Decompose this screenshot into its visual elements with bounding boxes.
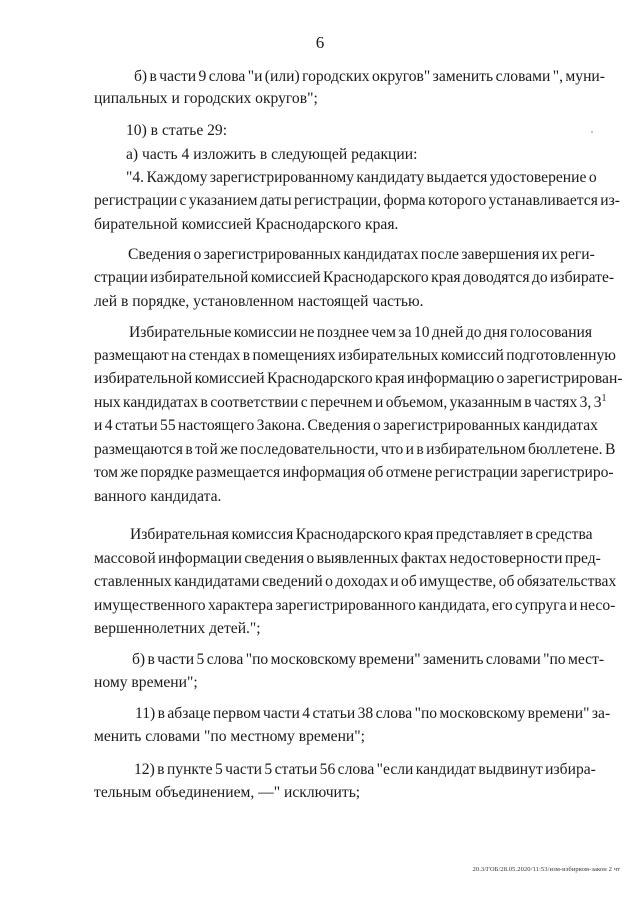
text-line: ципальных и городских округов"; [94,90,318,107]
text-line: вершеннолетних детей."; [94,620,261,637]
superscript: 1 [601,392,607,404]
text-line: ванного кандидата. [94,488,222,505]
text-line: ных кандидатах в соответствии с перечнем и объемом, указанным в частях 3, $3^1$ [94,392,607,411]
text-line: 12) в пункте 5 части 5 статьи 56 слова "если кандидат выдвинут избира- [134,761,596,778]
text-line: 10) в статье 29: [126,122,228,139]
text-line: бирательной комиссией Краснодарского края. [94,216,399,233]
text-line: размещаются в той же последовательности, что и в избирательном бюллетене. В [94,441,616,458]
page-number: 6 [315,33,325,52]
text-line: массовой информации сведения о выявленных фактах недостоверности пред- [94,550,601,567]
text-line: ставленных кандидатами сведений о доходах и об имуществе, об обязательствах [94,573,617,590]
text-line: имущественного характера зарегистрированного кандидата, его супруга и несо- [94,597,616,614]
text-line: а) часть 4 изложить в следующей редакции: [126,146,418,163]
text-line: б) в части 5 слова "по московскому времени" заменить словами "по мест- [132,651,605,668]
text-line: Избирательные комиссии не позднее чем за 10 дней до дня голосования [129,324,593,341]
text-line: менить словами "по местному времени"; [94,728,365,745]
text-line: б) в части 9 слова "и (или) городских округов" заменить словами ", муни- [134,68,605,85]
text-line: избирательной комиссией Краснодарского края информацию о зарегистрирован- [94,370,623,387]
footer-stamp: 20.3/ГОБ/28.05.2020/11:53/изм-избирком-закон 2 чт [472,866,620,873]
text-line: регистрации с указанием даты регистрации, форма которого устанавливается из- [94,192,620,209]
text-line: Сведения о зарегистрированных кандидатах после завершения их реги- [128,246,595,263]
text-line: ному времени"; [94,674,198,691]
text-line: том же порядке размещается информация об отмене регистрации зарегистриро- [94,464,614,481]
text-line: тельным объединением, —" исключить; [94,784,361,801]
text-line: размещают на стендах в помещениях избирательных комиссий подготовленную [94,347,616,364]
text-line: лей в порядке, установленном настоящей частью. [94,293,424,310]
text-line: Избирательная комиссия Краснодарского края представляет в средства [130,526,593,543]
text-line: "4. Каждому зарегистрированному кандидату выдается удостоверение о [126,169,597,186]
text-line: 11) в абзаце первом части 4 статьи 38 слова "по московскому времени" за- [135,705,611,722]
scan-speck [591,131,593,133]
text-line: и 4 статьи 55 настоящего Закона. Сведения о зарегистрированных кандидатах [94,417,598,434]
text-line: страции избирательной комиссией Краснодарского края доводятся до избирате- [94,269,615,286]
